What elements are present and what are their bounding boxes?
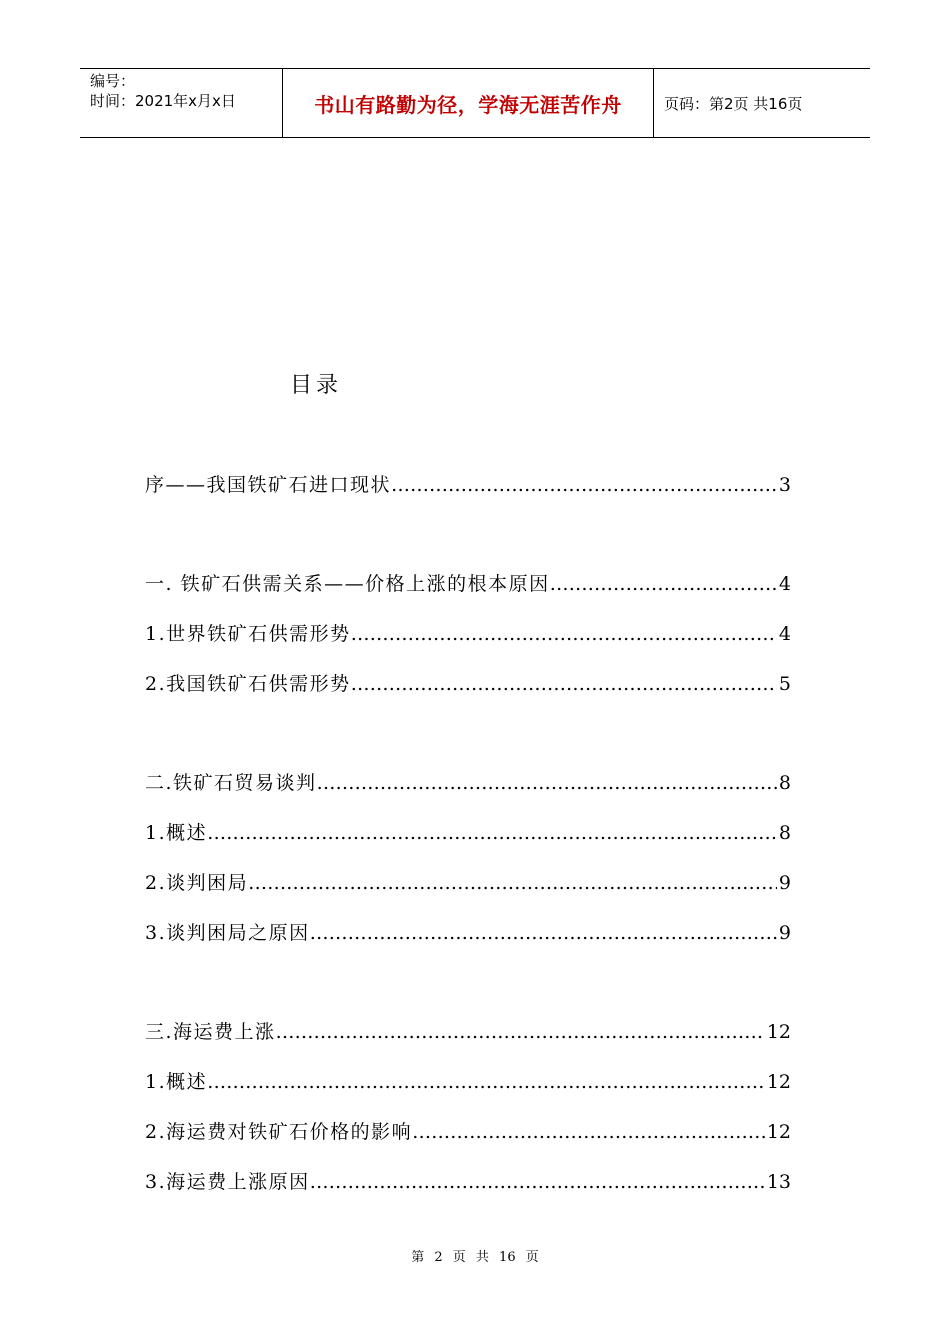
page-footer: 第 2 页 共 16 页 <box>411 1250 539 1265</box>
toc-leader-dots <box>276 1021 765 1043</box>
toc-entry-page: 12 <box>766 1021 791 1043</box>
toc-leader-dots <box>310 922 777 944</box>
toc-leader-dots <box>351 673 777 695</box>
toc-entry-page: 3 <box>778 474 791 496</box>
toc-entry[interactable] <box>145 669 791 696</box>
toc-entry-label: 2.海运费对铁矿石价格的影响 <box>145 1121 413 1143</box>
toc-entry-label: 1.世界铁矿石供需形势 <box>145 623 351 645</box>
number-label: 编号： <box>90 72 136 90</box>
toc-leader-dots <box>351 623 777 645</box>
toc-entry-page: 8 <box>778 822 791 844</box>
header-table <box>80 68 870 138</box>
toc-leader-dots <box>391 474 777 496</box>
toc-entry[interactable] <box>145 768 791 795</box>
toc-leader-dots <box>310 1171 765 1193</box>
toc-entry-label: 2.谈判困局 <box>145 872 249 894</box>
header-page-info-cell <box>654 69 870 137</box>
header-motto-cell <box>282 69 654 137</box>
toc-entry[interactable] <box>145 619 791 646</box>
motto-text: 书山有路勤为径，学海无涯苦作舟 <box>314 92 622 117</box>
toc-leader-dots <box>207 1071 765 1093</box>
toc-entry-page: 5 <box>778 673 791 695</box>
toc-entry-label: 2.我国铁矿石供需形势 <box>145 673 351 695</box>
toc-entry[interactable] <box>145 918 791 945</box>
toc-entry-label: 3.海运费上涨原因 <box>145 1171 310 1193</box>
toc-leader-dots <box>248 872 777 894</box>
toc-entry-page: 9 <box>778 872 791 894</box>
page-info-text: 页码：第2页 共16页 <box>664 94 803 113</box>
toc-entry[interactable] <box>145 1017 791 1044</box>
toc-entry-label: 序——我国铁矿石进口现状 <box>145 474 392 496</box>
toc-entry-page: 8 <box>778 772 791 794</box>
toc-leader-dots <box>207 822 777 844</box>
toc-entry[interactable] <box>145 470 791 497</box>
toc-entry-label: 一. 铁矿石供需关系——价格上涨的根本原因 <box>145 573 550 595</box>
toc-entry-page: 4 <box>778 573 791 595</box>
toc-leader-dots <box>317 772 777 794</box>
toc-entry-page: 12 <box>766 1121 791 1143</box>
toc-entry[interactable] <box>145 569 791 596</box>
toc-entry[interactable] <box>145 1067 791 1094</box>
toc-entry-label: 1.概述 <box>145 1071 208 1093</box>
toc-entry-page: 12 <box>766 1071 791 1093</box>
toc-entry-page: 4 <box>778 623 791 645</box>
toc-entry-page: 9 <box>778 922 791 944</box>
toc-leader-dots <box>550 573 777 595</box>
toc-entry[interactable] <box>145 818 791 845</box>
toc-entry-label: 1.概述 <box>145 822 208 844</box>
toc-title: 目录 <box>290 373 343 398</box>
header-meta <box>80 69 282 137</box>
toc-entry[interactable] <box>145 868 791 895</box>
toc-entry[interactable] <box>145 1167 791 1194</box>
toc-entry-label: 二.铁矿石贸易谈判 <box>145 772 317 794</box>
toc-leader-dots <box>412 1121 765 1143</box>
toc-entry[interactable] <box>145 1117 791 1144</box>
toc-entry-label: 3.谈判困局之原因 <box>145 922 310 944</box>
time-label: 时间：2021年x月x日 <box>90 92 236 110</box>
toc-entry-label: 三.海运费上涨 <box>145 1021 276 1043</box>
toc-entry-page: 13 <box>766 1171 791 1193</box>
